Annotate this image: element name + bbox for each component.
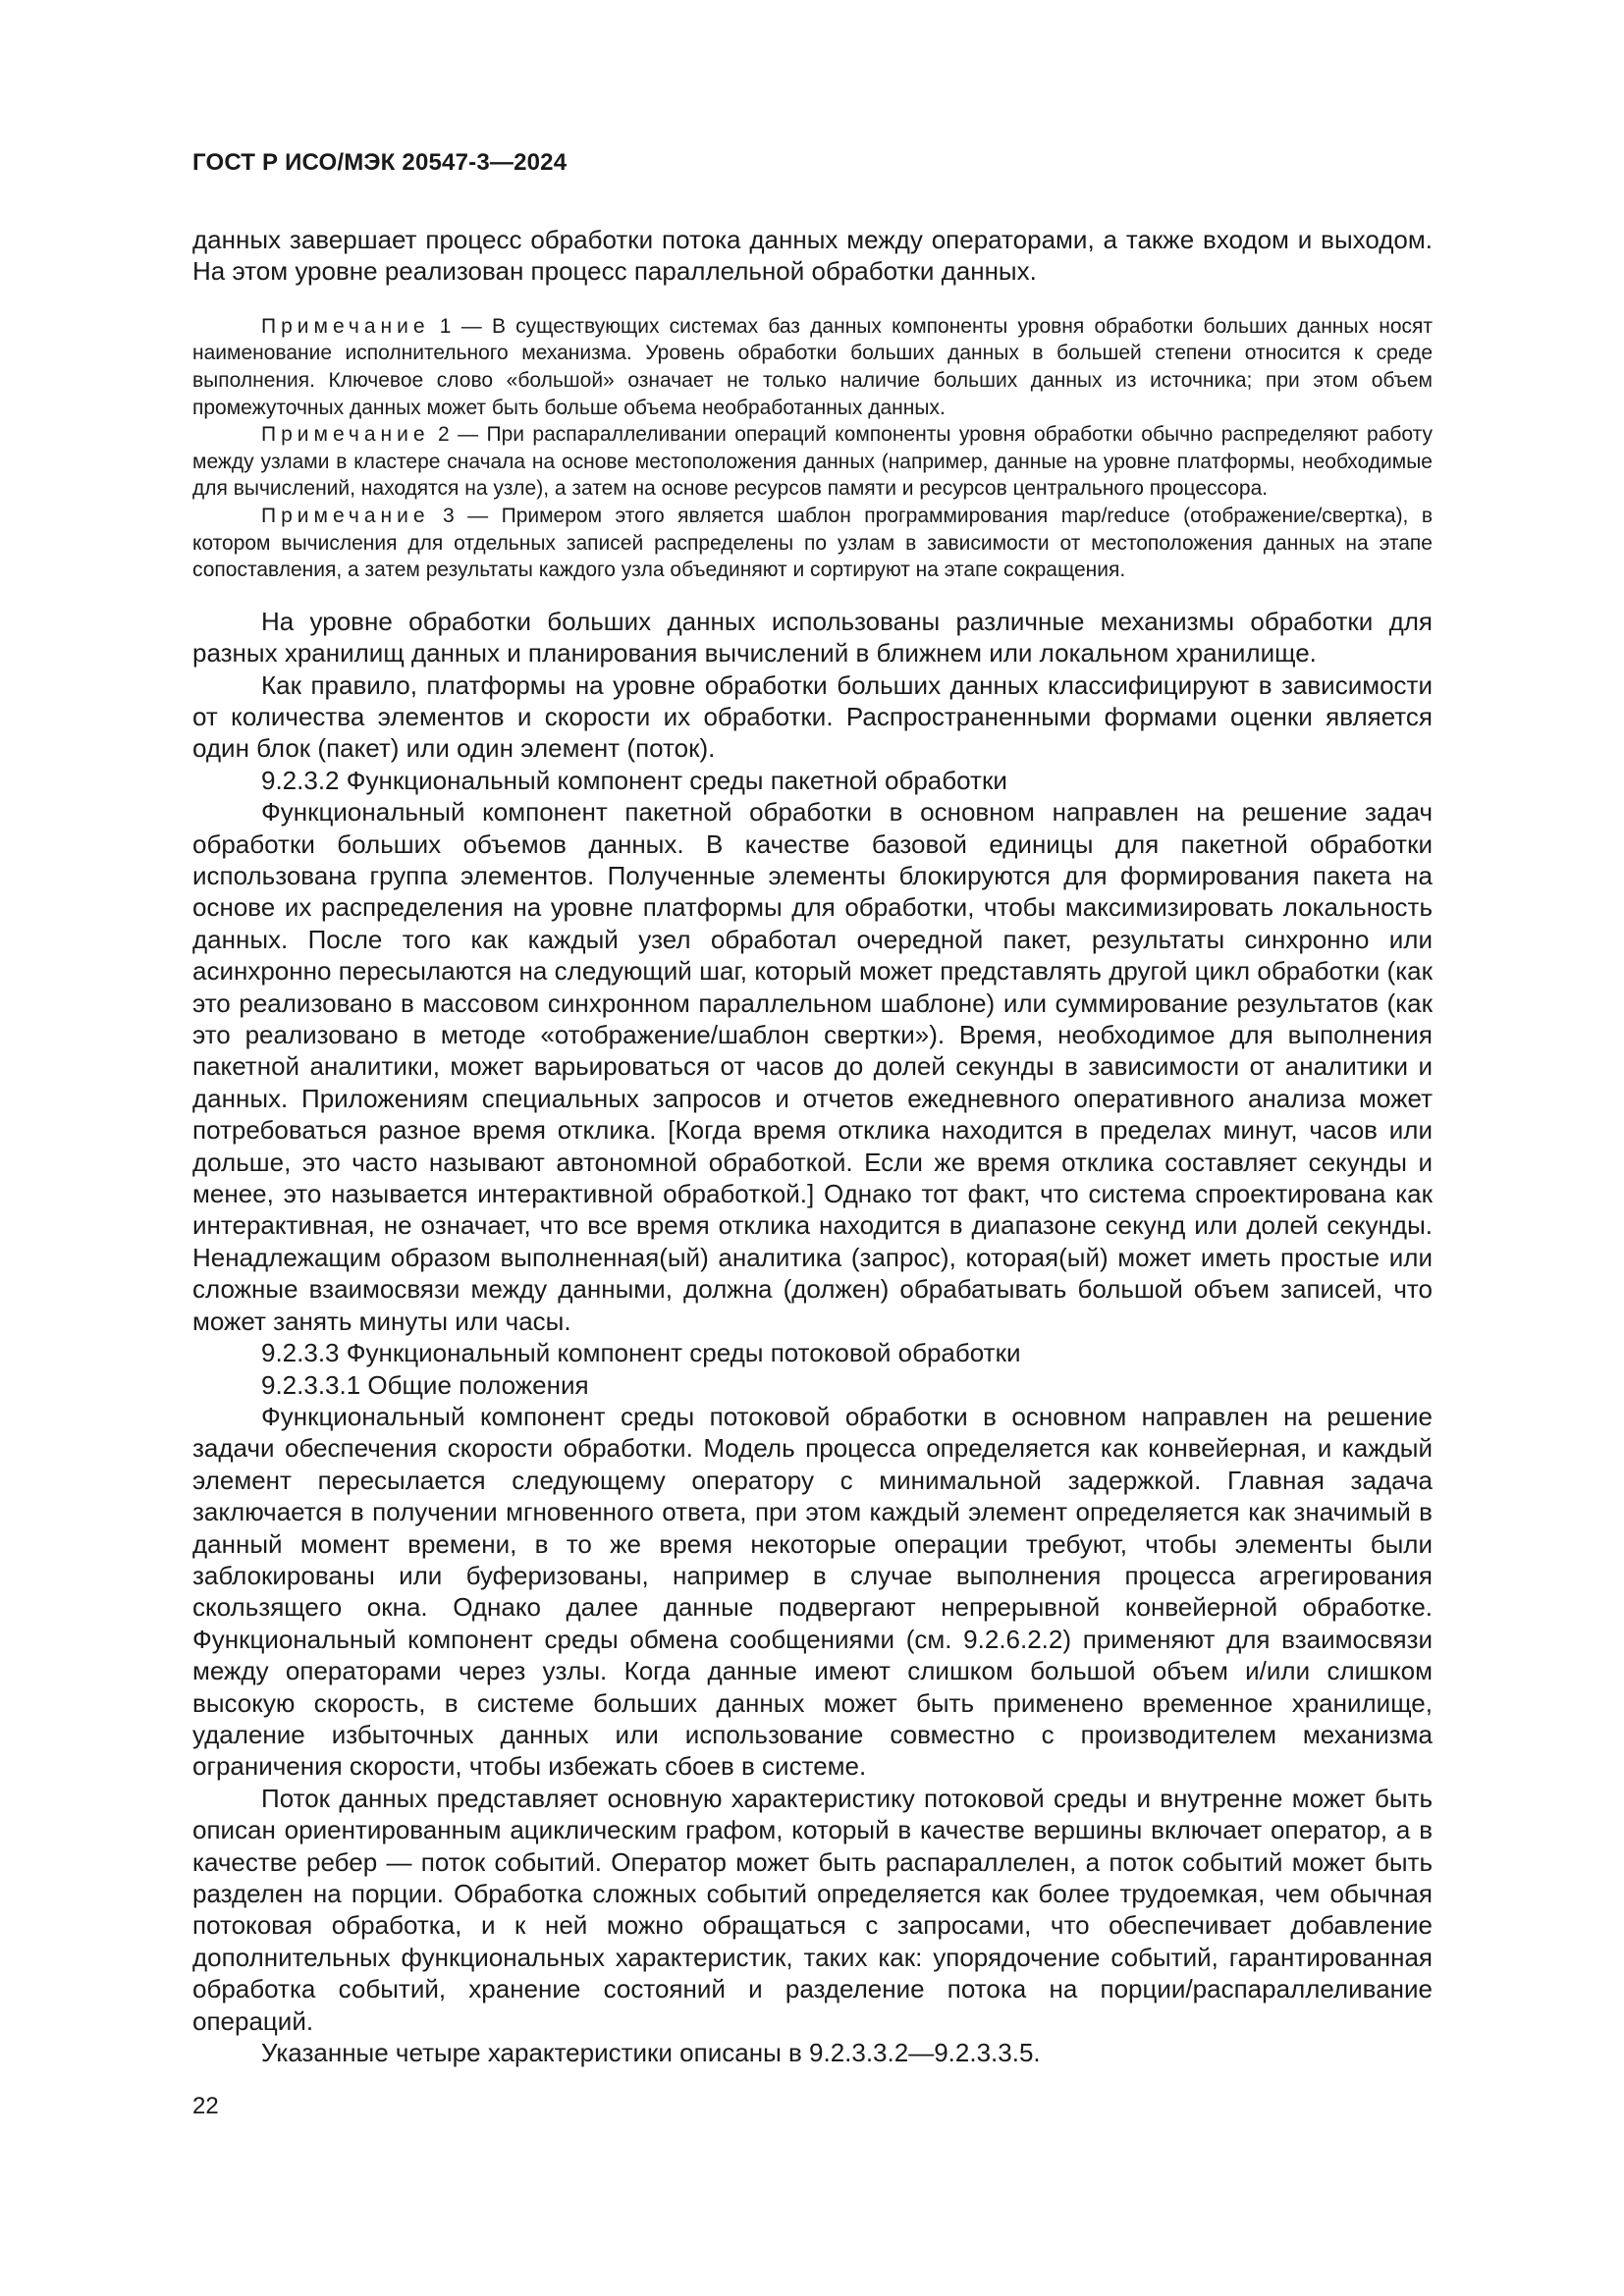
paragraph: На уровне обработки больших данных использованы различные механизмы обработки для разных хранилищ данных и планирования вычислений в ближнем или локальном хранилище. (192, 606, 1433, 668)
section-heading-9-2-3-3: 9.2.3.3 Функциональный компонент среды потоковой обработки (261, 1338, 1021, 1368)
note-text: — В существующих системах баз данных компоненты уровня обработки больших данных носят наименование исполнительного механизма. Уровень обработки больших данных в большей степени относится к среде выполнения. Ключевое слово «большой» означает не только наличие больших данных из источника; при этом объем промежуточных данных может быть больше объема необработанных данных. (192, 314, 1433, 419)
section-heading-9-2-3-3-1: 9.2.3.3.1 Общие положения (261, 1369, 589, 1400)
paragraph: Функциональный компонент среды потоковой обработки в основном направлен на решение задачи обеспечения скорости обработки. Модель процесса определяется как конвейерная, и каждый элемент пересылается следующему оператору с минимальной задержкой. Главная задача заключается в получении мгновенного ответа, при этом каждый элемент определяется как значимый в данный момент времени, в то же время некоторые операции требуют, чтобы элементы были заблокированы или буферизованы, например в случае выполнения процесса агрегирования скользящего окна. Однако далее данные подвергают непрерывной конвейерной обработке. Функциональный компонент среды обмена сообщениями (см. 9.2.6.2.2) применяют для взаимосвязи между операторами через узлы. Когда данные имеют слишком большой объем и/или слишком высокую скорость, в системе больших данных может быть применено временное хранилище, удаление избыточных данных или использование совместно с производителем механизма ограничения скорости, чтобы избежать сбоев в системе. (192, 1401, 1433, 1782)
document-header: ГОСТ Р ИСО/МЭК 20547-3—2024 (192, 149, 568, 176)
page-body (192, 224, 1433, 2068)
note-1 (192, 313, 1433, 421)
note-3 (192, 503, 1433, 584)
paragraph: Поток данных представляет основную характеристику потоковой среды и внутренне может быть описан ориентированным ациклическим графом, который в качестве вершины включает оператор, а в качестве ребер — поток событий. Оператор может быть распараллелен, а поток событий может быть разделен на порции. Обработка сложных событий определяется как более трудоемкая, чем обычная потоковая обработка, и к ней можно обращаться с запросами, что обеспечивает добавление дополнительных функциональных характеристик, таких как: упорядочение событий, гарантированная обработка событий, хранение состояний и разделение потока на порции/распараллеливание операций. (192, 1783, 1433, 2036)
paragraph: Указанные четыре характеристики описаны в 9.2.3.3.2—9.2.3.3.5. (261, 2038, 1041, 2068)
note-text: — Примером этого является шаблон программирования map/reduce (отображение/свертка), в котором вычисления для отдельных записей распределены по узлам в зависимости от местоположения данных на этапе сопоставления, а затем результаты каждого узла объединяют и сортируют на этапе сокращения. (192, 504, 1433, 582)
note-label: Примечание (261, 314, 430, 338)
intro-paragraph: данных завершает процесс обработки потока данных между операторами, а также входом и выходом. На этом уровне реализован процесс параллельной обработки данных. (192, 225, 1433, 287)
notes-block (192, 313, 1433, 584)
note-label: Примечание (261, 504, 430, 527)
paragraph: Как правило, платформы на уровне обработки больших данных классифицируют в зависимости от количества элементов и скорости их обработки. Распространенными формами оценки является один блок (пакет) или один элемент (поток). (192, 669, 1433, 764)
note-number: 2 (437, 423, 450, 447)
section-heading-9-2-3-2: 9.2.3.2 Функциональный компонент среды пакетной обработки (261, 765, 1007, 795)
note-2 (192, 421, 1433, 503)
note-label: Примечание (261, 423, 430, 447)
paragraph: Функциональный компонент пакетной обработки в основном направлен на решение задач обработки больших объемов данных. В качестве базовой единицы для пакетной обработки использована группа элементов. Полученные элементы блокируются для формирования пакета на основе их распределения на уровне платформы для обработки, чтобы максимизировать локальность данных. После того как каждый узел обработал очередной пакет, результаты синхронно или асинхронно пересылаются на следующий шаг, который может представлять другой цикл обработки (как это реализовано в массовом синхронном параллельном шаблоне) или суммирование результатов (как это реализовано в методе «отображение/шаблон свертки»). Время, необходимое для выполнения пакетной аналитики, может варьироваться от часов до долей секунды в зависимости от аналитики и данных. Приложениям специальных запросов и отчетов ежедневного оперативного анализа может потребоваться разное время отклика. [Когда время отклика находится в пределах минут, часов или дольше, это часто называют автономной обработкой. Если же время отклика составляет секунды и менее, это называется интерактивной обработкой.] Однако тот факт, что система спроектирована как интерактивная, не означает, что все время отклика находится в диапазоне секунд или долей секунды. Ненадлежащим образом выполненная(ый) аналитика (запрос), которая(ый) может иметь простые или сложные взаимосвязи между данными, должна (должен) обрабатывать большой объем записей, что может занять минуты или часы. (192, 797, 1433, 1336)
note-text: — При распараллеливании операций компоненты уровня обработки обычно распределяют работу между узлами в кластере сначала на основе местоположения данных (например, данные на уровне платформы, необходимые для вычислений, находятся на узле), а затем на основе ресурсов памяти и ресурсов центрального процессора. (192, 423, 1433, 501)
page-number: 22 (192, 2093, 219, 2119)
note-number: 1 (439, 314, 452, 338)
note-number: 3 (443, 504, 455, 527)
